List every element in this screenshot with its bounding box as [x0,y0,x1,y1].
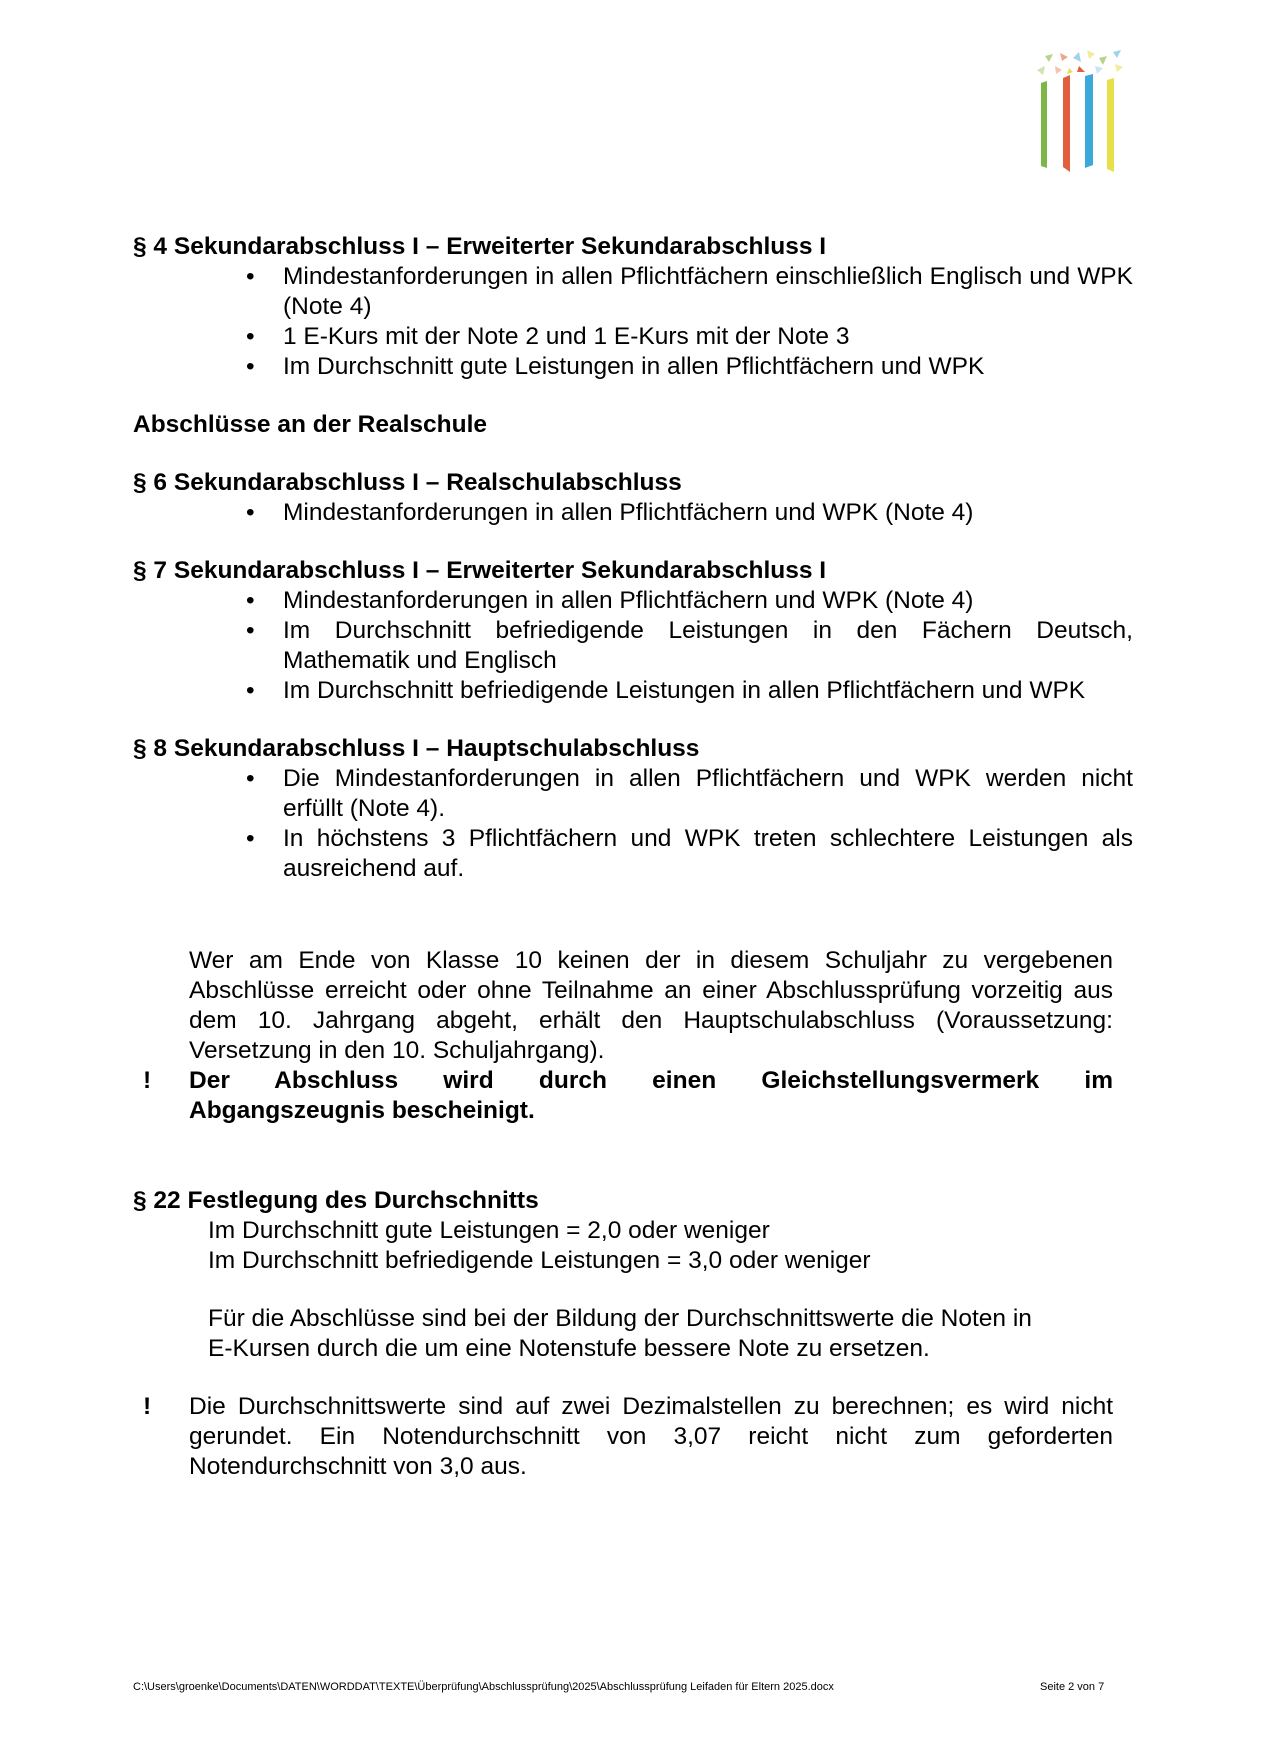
list-item: • In höchstens 3 Pflichtfächern und WPK treten schlechtere Leistungen als ausreichend auf. [246,825,1133,882]
bullet-icon: • [246,587,255,614]
rounding-note [143,1392,1113,1482]
file-path: C:\Users\groenke\Documents\DATEN\WORDDAT\TEXTE\Überprüfung\Abschlussprüfung\2025\Abschlussprüfung Leifaden für Eltern 2025.docx [133,1681,834,1693]
exclamation-icon: ! [143,1393,152,1420]
average-line: Im Durchschnitt befriedigende Leistungen = 3,0 oder weniger [208,1247,871,1274]
section-6-list [133,498,1133,528]
section-22-heading: § 22 Festlegung des Durchschnitts [133,1187,539,1214]
note-line: Der Abschluss wird durch einen Gleichstellungsvermerk im [189,1067,1113,1094]
ekurs-line: E-Kursen durch die um eine Notenstufe bessere Note zu ersetzen. [208,1335,930,1362]
note-text: Die Durchschnittswerte sind auf zwei Dezimalstellen zu berechnen; es wird nicht gerundet. Ein Notendurchschnitt von 3,07 reicht nicht zum geforderten Notendurchschnitt von 3,0 aus. [189,1393,1113,1480]
bullet-icon: • [246,765,255,792]
average-line: Im Durchschnitt gute Leistungen = 2,0 oder weniger [208,1217,770,1244]
realschule-heading: Abschlüsse an der Realschule [133,411,488,438]
list-item: • Im Durchschnitt befriedigende Leistungen in den Fächern Deutsch, Mathematik und Englisch [246,617,1133,674]
list-item: • 1 E-Kurs mit der Note 2 und 1 E-Kurs mit der Note 3 [246,323,850,350]
bullet-icon: • [246,677,255,704]
list-item: • Im Durchschnitt gute Leistungen in allen Pflichtfächern und WPK [246,353,985,380]
list-item: • Im Durchschnitt befriedigende Leistungen in allen Pflichtfächern und WPK [246,677,1086,704]
ekurs-line: Für die Abschlüsse sind bei der Bildung der Durchschnittswerte die Noten in [208,1305,1032,1332]
bullet-icon: • [246,323,255,350]
section-8-heading: § 8 Sekundarabschluss I – Hauptschulabschluss [133,735,700,762]
klasse10-note [143,1066,1113,1126]
page-number: Seite 2 von 7 [1040,1681,1105,1693]
school-logo-icon [1035,48,1135,173]
exclamation-icon: ! [143,1067,152,1094]
section-4-heading: § 4 Sekundarabschluss I – Erweiterter Sekundarabschluss I [133,233,827,260]
list-item: • Mindestanforderungen in allen Pflichtfächern und WPK (Note 4) [246,587,974,614]
list-item: • Die Mindestanforderungen in allen Pflichtfächern und WPK werden nicht erfüllt (Note 4). [246,765,1133,822]
section-7-heading: § 7 Sekundarabschluss I – Erweiterter Sekundarabschluss I [133,557,827,584]
section-4-list [133,262,1133,382]
bullet-icon: • [246,499,255,526]
document-body [133,232,1133,1482]
list-item: • Mindestanforderungen in allen Pflichtfächern einschließlich Englisch und WPK (Note 4) [246,263,1133,320]
note-line: Abgangszeugnis bescheinigt. [189,1097,535,1124]
list-item: • Mindestanforderungen in allen Pflichtfächern und WPK (Note 4) [246,499,974,526]
section-8-list [133,764,1133,884]
section-6-heading: § 6 Sekundarabschluss I – Realschulabschluss [133,469,682,496]
bullet-icon: • [246,353,255,380]
section-7-list [133,586,1133,706]
klasse10-paragraph: Wer am Ende von Klasse 10 keinen der in diesem Schuljahr zu vergebenen Abschlüsse erreicht oder ohne Teilnahme an einer Abschlussprüfung vorzeitig aus dem 10. Jahrgang abgeht, erhält den Hauptschulabschluss (Voraussetzung: Versetzung in den 10. Schuljahrgang). [189,947,1113,1064]
bullet-icon: • [246,825,255,852]
bullet-icon: • [246,617,255,644]
bullet-icon: • [246,263,255,290]
